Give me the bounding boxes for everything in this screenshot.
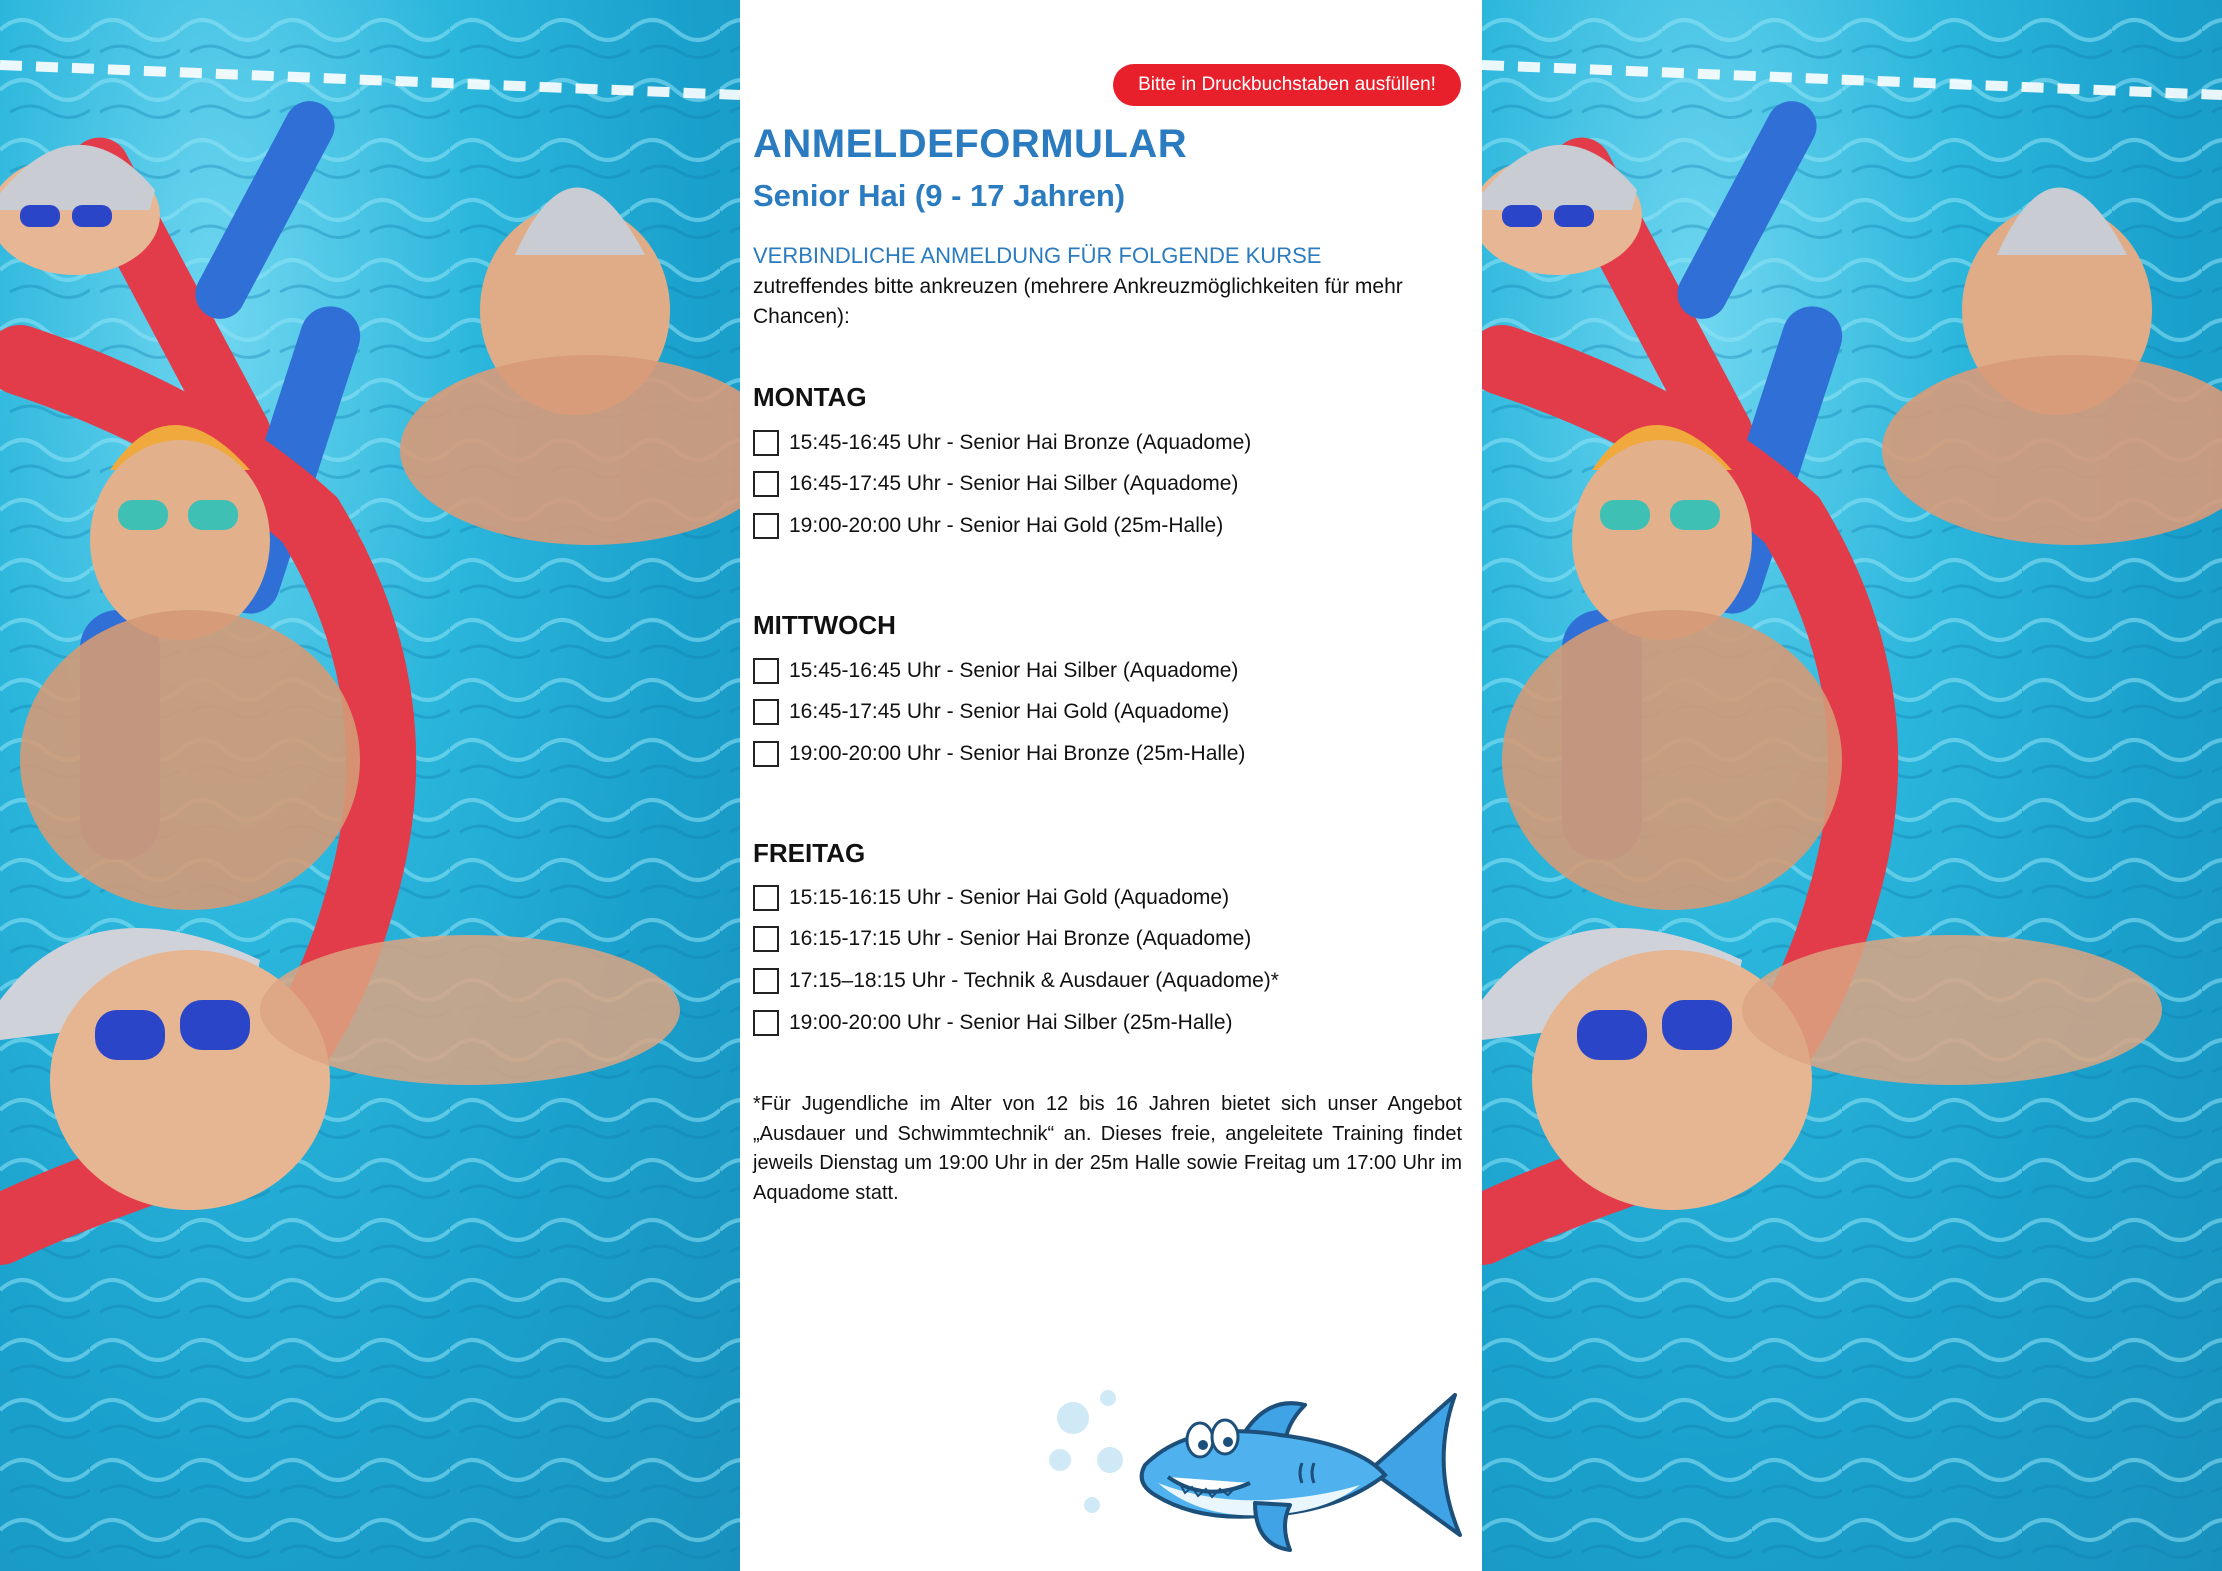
course-option-label: 15:45-16:45 Uhr - Senior Hai Silber (Aquadome) <box>789 659 1239 682</box>
course-option-label: 17:15–18:15 Uhr - Technik & Ausdauer (Aquadome)* <box>789 969 1279 992</box>
course-option-montag-1[interactable] <box>753 427 1251 459</box>
course-checkbox[interactable] <box>753 699 779 725</box>
course-option-freitag-1[interactable] <box>753 882 1229 914</box>
course-checkbox[interactable] <box>753 513 779 539</box>
course-option-label: 19:00-20:00 Uhr - Senior Hai Gold (25m-Halle) <box>789 514 1224 537</box>
day-title-freitag: FREITAG <box>753 838 866 868</box>
course-checkbox[interactable] <box>753 658 779 684</box>
course-option-label: 19:00-20:00 Uhr - Senior Hai Bronze (25m-Halle) <box>789 742 1246 765</box>
course-option-mittwoch-1[interactable] <box>753 655 1238 687</box>
course-option-label: 15:45-16:45 Uhr - Senior Hai Bronze (Aquadome) <box>789 431 1252 454</box>
course-checkbox[interactable] <box>753 471 779 497</box>
course-option-freitag-2[interactable] <box>753 923 1251 955</box>
course-option-mittwoch-2[interactable] <box>753 696 1229 728</box>
pool-photo-right <box>1482 0 2222 1571</box>
course-option-label: 16:15-17:15 Uhr - Senior Hai Bronze (Aquadome) <box>789 927 1252 950</box>
form-subtitle: Senior Hai (9 - 17 Jahren) <box>753 178 1126 213</box>
course-option-label: 16:45-17:45 Uhr - Senior Hai Silber (Aquadome) <box>789 472 1239 495</box>
binding-registration-heading: VERBINDLICHE ANMELDUNG FÜR FOLGENDE KURSE <box>753 243 1322 268</box>
course-option-label: 19:00-20:00 Uhr - Senior Hai Silber (25m-Halle) <box>789 1011 1233 1034</box>
course-option-freitag-4[interactable] <box>753 1007 1233 1039</box>
shark-mascot-icon <box>1040 1385 1470 1555</box>
course-option-label: 15:15-16:15 Uhr - Senior Hai Gold (Aquadome) <box>789 886 1230 909</box>
day-title-montag: MONTAG <box>753 382 867 412</box>
youth-training-footnote: *Für Jugendliche im Alter von 12 bis 16 Jahren bietet sich unser Angebot „Ausdauer und Schwimmtechnik“ an. Dieses freie, angeleitete Training findet jeweils Dienstag um 19:00 Uhr in der 25m Halle sowie Freitag um 17:00 Uhr im Aquadome statt. <box>753 1093 1462 1204</box>
course-option-montag-3[interactable] <box>753 510 1223 542</box>
course-checkbox[interactable] <box>753 1010 779 1036</box>
pool-illustration <box>0 0 740 1571</box>
course-checkbox[interactable] <box>753 968 779 994</box>
registration-form-panel <box>740 0 1482 1571</box>
form-title: ANMELDEFORMULAR <box>753 122 1188 166</box>
day-title-mittwoch: MITTWOCH <box>753 610 896 640</box>
course-checkbox[interactable] <box>753 926 779 952</box>
checkbox-instruction: zutreffendes bitte ankreuzen (mehrere Ankreuzmöglichkeiten für mehr Chancen): <box>753 275 1403 328</box>
course-checkbox[interactable] <box>753 885 779 911</box>
course-checkbox[interactable] <box>753 741 779 767</box>
course-option-montag-2[interactable] <box>753 468 1238 500</box>
pool-illustration <box>1482 0 2222 1571</box>
course-option-mittwoch-3[interactable] <box>753 738 1245 770</box>
course-option-label: 16:45-17:45 Uhr - Senior Hai Gold (Aquadome) <box>789 700 1230 723</box>
course-option-freitag-3[interactable] <box>753 965 1279 997</box>
print-letters-notice-badge: Bitte in Druckbuchstaben ausfüllen! <box>1113 64 1461 106</box>
course-checkbox[interactable] <box>753 430 779 456</box>
pool-photo-left <box>0 0 740 1571</box>
